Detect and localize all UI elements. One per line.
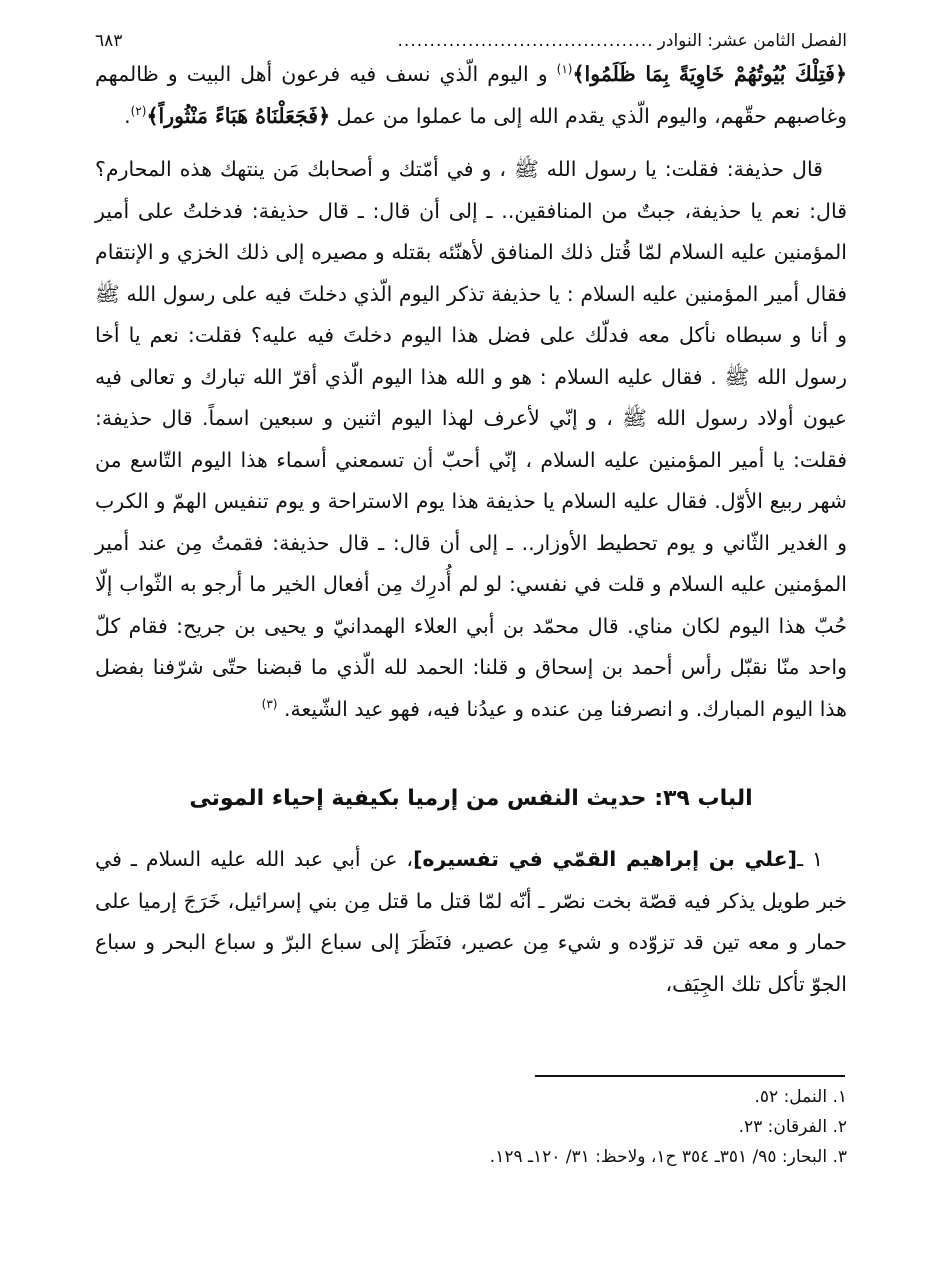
section-heading: الباب ٣٩: حديث النفس من إرميا بكيفية إحياء الموتى <box>189 786 753 811</box>
footnote-ref: (١) <box>556 62 573 77</box>
paragraph-text: و اليوم الّذي نسف فيه فرعون أهل البيت و ظالمهم وغاصبهم حقّهم، واليوم الّذي يقدم الله إلى ما عملوا من عمل <box>95 62 847 128</box>
hadith-source: [علي بن إبراهيم القمّي في تفسيره] <box>413 847 797 871</box>
page <box>95 28 847 1005</box>
page-number: ٦٨٣ <box>95 31 123 51</box>
period: . <box>124 103 131 128</box>
paragraph-hudhayfa <box>95 149 847 730</box>
footnote-ref: (٢) <box>130 103 147 118</box>
quran-verse: ﴿فَجَعَلْنَاهُ هَبَاءً مَنْثُوراً﴾ <box>146 103 331 128</box>
footnote-2: ٢. الفرقان: ٢٣. <box>738 1117 847 1137</box>
footnote-3: ٣. البحار: ٩٥/ ٣٥١ـ ٣٥٤ ح١، ولاحظ: ٣١/ ١٢٠ـ ١٢٩. <box>489 1147 847 1167</box>
footnote-divider <box>535 1075 845 1077</box>
chapter-title: الفصل الثامن عشر: النوادر <box>657 31 847 51</box>
footnote-ref: (٣) <box>261 696 278 711</box>
leader-dots: ........................................ <box>397 31 654 51</box>
footnotes <box>490 1082 847 1172</box>
paragraph-text: ، عن أبي عبد الله عليه السلام ـ في خبر طويل يذكر فيه قصّة بخت نصّر ـ أنّه لمّا قتل ما قتل مِن بني إسرائيل، خَرَجَ إرميا على حمار و معه تين قد تزوّده و شيء مِن عصير، فنَظَرَ إلى سباع البرّ و سباع البحر و سباع الجوّ تأكل تلك الجِيَف، <box>95 847 847 996</box>
quran-verse: ﴿فَتِلْكَ بُيُوتُهُمْ خَاوِيَةً بِمَا ظَلَمُوا﴾ <box>572 62 847 86</box>
hadith-number: ١ ـ <box>796 847 823 871</box>
paragraph-quran-continuation <box>95 54 847 137</box>
footnote-1: ١. النمل: ٥٢. <box>754 1087 847 1107</box>
paragraph-hadith-1 <box>95 839 847 1005</box>
running-head <box>95 28 847 54</box>
paragraph-text: قال حذيفة: فقلت: يا رسول الله ﷺ ، و في أمّتك و أصحابك مَن ينتهك هذه المحارم؟ قال: نعم يا حذيفة، جبتٌ من المنافقين.. ـ إلى أن قال: ـ قال حذيفة: فدخلتُ على أمير المؤمنين عليه السلام لمّا قُتل ذلك المنافق لأهنّئه بقتله و مصيره إلى ذلك الخزي و الإنتقام فقال أمير المؤمنين عليه السلام : يا حذيفة تذكر اليوم الّذي دخلتَ فيه على رسول الله ﷺ و أنا و سبطاه نأكل معه فدلّك على فضل هذا اليوم دخلتَ فيه عليه؟ فقلت: نعم يا أخا رسول الله ﷺ . فقال عليه السلام : هو و الله هذا اليوم الّذي أقرّ الله تبارك و تعالى فيه عيون أولاد رسول الله ﷺ ، و إنّي لأعرف لهذا اليوم اثنين و سبعين اسماً. قال حذيفة: فقلت: يا أمير المؤمنين عليه السلام ، إنّي أحبّ أن تسمعني أسماء هذا اليوم التّاسع من شهر ربيع الأوّل. فقال عليه السلام يا حذيفة هذا يوم الاستراحة و يوم تنفيس الهمّ و الكرب و الغدير الثّاني و يوم تحطيط الأوزار.. ـ إلى أن قال: ـ قال حذيفة: فقمتُ مِن عند أمير المؤمنين عليه السلام و قلت في نفسي: لو لم أُدرِك مِن أفعال الخير ما أرجو به الثّواب إلّا حُبّ هذا اليوم لكان مناي. قال محمّد بن أبي العلاء الهمدانيّ و يحيى بن جريح: فقام كلّ واحد منّا نقبّل رأس أحمد بن إسحاق و قلنا: الحمد لله الّذي ما قبضنا حتّى شرّفنا بفضل هذا اليوم المبارك. و انصرفنا مِن عنده و عيدُنا فيه، فهو عيد الشّيعة. <box>95 157 847 721</box>
